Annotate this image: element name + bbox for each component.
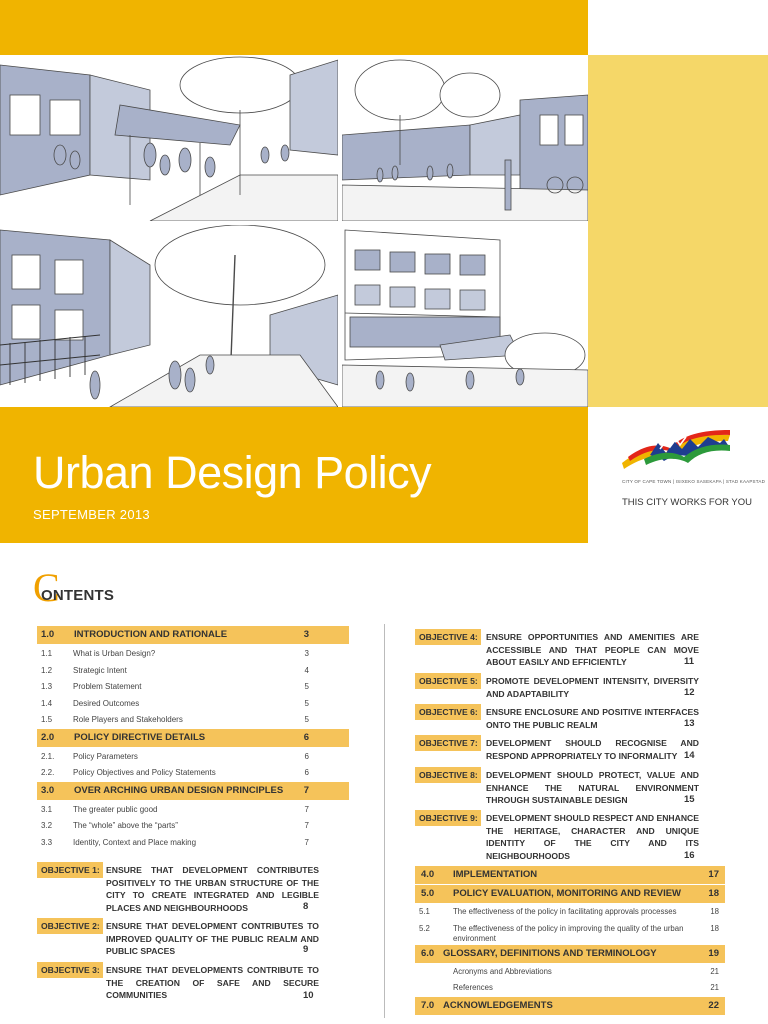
toc-number: 1.1 (41, 649, 53, 658)
objective-text: DEVELOPMENT SHOULD PROTECT, VALUE AND ENHANCE THE NATURAL ENVIRONMENT THROUGH SUSTAINABLE DESIGN (486, 770, 699, 806)
toc-label: Policy Parameters (73, 751, 138, 761)
toc-page-number: 6 (304, 768, 309, 777)
objective-tag: OBJECTIVE 9: (415, 810, 481, 826)
objective-tag: OBJECTIVE 7: (415, 735, 481, 751)
toc-sub-row[interactable] (37, 696, 349, 713)
toc-label: IMPLEMENTATION (453, 869, 538, 880)
objective-entry[interactable] (415, 810, 735, 870)
objective-tag: OBJECTIVE 1: (37, 862, 103, 878)
objective-text: ENSURE OPPORTUNITIES AND AMENITIES ARE ACCESSIBLE AND THAT PEOPLE CAN MOVE ABOUT EASILY AND EFFICIENTLY (486, 632, 699, 668)
toc-sub-row[interactable] (37, 749, 349, 766)
toc-page-number: 22 (708, 999, 719, 1011)
toc-number: 1.2 (41, 665, 53, 675)
toc-label: The effectiveness of the policy in facilitating approvals processes (453, 907, 677, 916)
toc-number: 2.2. (41, 768, 55, 777)
toc-number: 6.0 (421, 947, 435, 959)
toc-section-row[interactable] (415, 885, 725, 903)
toc-page-number: 5 (304, 698, 309, 708)
toc-sub-row[interactable] (37, 818, 349, 835)
right-color-block (588, 55, 768, 407)
document-title: Urban Design Policy (33, 447, 432, 498)
toc-left-column (37, 626, 349, 851)
toc-sub-row[interactable] (37, 835, 349, 852)
toc-label: The greater public good (73, 804, 158, 814)
city-of-cape-town-logo (616, 425, 766, 515)
objective-text: PROMOTE DEVELOPMENT INTENSITY, DIVERSITY AND ADAPTABILITY (486, 676, 699, 699)
toc-number: 3.1 (41, 804, 53, 814)
logo-mark-icon (620, 429, 732, 471)
toc-label: ACKNOWLEDGEMENTS (443, 999, 553, 1011)
objective-tag: OBJECTIVE 4: (415, 629, 481, 645)
toc-page-number: 7 (304, 821, 309, 830)
objective-text: ENSURE ENCLOSURE AND POSITIVE INTERFACES ONTO THE PUBLIC REALM (486, 707, 699, 730)
toc-number: 2.0 (41, 731, 55, 743)
toc-number: 1.0 (41, 629, 55, 640)
toc-page-number: 18 (710, 907, 719, 916)
toc-label: POLICY EVALUATION, MONITORING AND REVIEW (453, 888, 682, 899)
logo-slogan: THIS CITY WORKS FOR YOU (622, 497, 753, 508)
toc-label: Role Players and Stakeholders (73, 715, 183, 724)
toc-label: What is Urban Design? (73, 649, 156, 658)
column-divider (384, 624, 385, 1018)
objective-page-number: 8 (303, 901, 309, 912)
toc-label: INTRODUCTION AND RATIONALE (74, 629, 228, 640)
objective-text: ENSURE THAT DEVELOPMENT CONTRIBUTES TO IMPROVED QUALITY OF THE PUBLIC REALM AND PUBLIC SPACES (106, 921, 319, 957)
toc-number: 5.1 (419, 907, 430, 916)
toc-page-number: 3 (304, 649, 309, 658)
toc-number: 4.0 (421, 869, 435, 880)
title-band (0, 407, 588, 543)
toc-section-row[interactable] (37, 729, 349, 747)
toc-page-number: 21 (710, 966, 719, 976)
objective-entry[interactable] (37, 862, 357, 922)
document-date: SEPTEMBER 2013 (33, 507, 150, 522)
contents-word: ONTENTS (41, 587, 115, 604)
toc-page-number: 3 (303, 629, 309, 640)
toc-label: Desired Outcomes (73, 698, 140, 708)
toc-label: The effectiveness of the policy in improving the quality of the urban environment (453, 923, 684, 943)
contents-initial: C (33, 565, 60, 610)
objective-page-number: 14 (684, 750, 695, 761)
toc-label: The “whole” above the “parts” (73, 821, 178, 830)
toc-number: 5.0 (421, 888, 435, 899)
street-sketch-image (0, 55, 588, 407)
objective-tag: OBJECTIVE 3: (37, 962, 103, 978)
toc-label: Problem Statement (73, 682, 142, 691)
toc-page-number: 21 (710, 983, 719, 992)
toc-page-number: 4 (304, 665, 309, 675)
toc-section-row[interactable] (415, 866, 725, 884)
toc-page-number: 7 (303, 784, 309, 796)
toc-number: 2.1. (41, 751, 55, 761)
toc-sub-row[interactable] (37, 663, 349, 680)
toc-sub-row[interactable] (37, 712, 349, 729)
toc-section-row[interactable] (37, 626, 349, 644)
cover-illustration (0, 55, 588, 407)
toc-right-column (415, 866, 725, 1016)
toc-label: References (453, 983, 493, 992)
toc-page-number: 18 (708, 888, 719, 899)
toc-sub-row[interactable] (415, 904, 725, 921)
toc-section-row[interactable] (415, 997, 725, 1015)
toc-label: POLICY DIRECTIVE DETAILS (74, 731, 206, 743)
toc-label: Identity, Context and Place making (73, 837, 197, 847)
objective-tag: OBJECTIVE 2: (37, 918, 103, 934)
toc-sub-row[interactable] (415, 921, 725, 945)
toc-sub-row[interactable] (415, 980, 725, 997)
toc-label: Strategic Intent (73, 665, 127, 675)
objective-text: DEVELOPMENT SHOULD RESPECT AND ENHANCE THE HERITAGE, CHARACTER AND UNIQUE IDENTITY OF THE CITY AND ITS NEIGHBOURHOODS (486, 813, 699, 861)
objective-text: DEVELOPMENT SHOULD RECOGNISE AND RESPOND APPROPRIATELY TO INFORMALITY (486, 738, 699, 761)
toc-page-number: 19 (708, 947, 719, 959)
objective-entry[interactable] (37, 962, 357, 1022)
toc-section-row[interactable] (415, 945, 725, 963)
toc-label: OVER ARCHING URBAN DESIGN PRINCIPLES (74, 784, 284, 796)
objective-page-number: 16 (684, 850, 695, 861)
toc-page-number: 7 (304, 804, 309, 814)
toc-label: Policy Objectives and Policy Statements (73, 768, 216, 777)
toc-page-number: 18 (710, 923, 719, 933)
toc-page-number: 5 (304, 682, 309, 691)
toc-number: 3.3 (41, 837, 53, 847)
toc-page-number: 6 (304, 751, 309, 761)
toc-number: 7.0 (421, 999, 435, 1011)
toc-sub-row[interactable] (37, 646, 349, 663)
toc-number: 1.5 (41, 715, 53, 724)
objective-tag: OBJECTIVE 8: (415, 767, 481, 783)
toc-number: 5.2 (419, 923, 430, 933)
toc-number: 1.3 (41, 682, 53, 691)
objective-page-number: 12 (684, 687, 695, 698)
logo-fine-print: CITY OF CAPE TOWN | ISIXEKO SASEKAPA | STAD KAAPSTAD (622, 479, 766, 484)
toc-page-number: 5 (304, 715, 309, 724)
objective-text: ENSURE THAT DEVELOPMENT CONTRIBUTES POSITIVELY TO THE URBAN STRUCTURE OF THE CITY TO CREATE INTEGRATED AND LEGIBLE PLACES AND NEIGHBOURHOODS (106, 865, 319, 913)
toc-label: GLOSSARY, DEFINITIONS AND TERMINOLOGY (443, 947, 657, 959)
toc-number: 3.0 (41, 784, 55, 796)
toc-sub-row[interactable] (415, 964, 725, 981)
objective-page-number: 9 (303, 944, 309, 955)
toc-page-number: 17 (708, 869, 719, 880)
toc-number: 3.2 (41, 821, 53, 830)
objective-text: ENSURE THAT DEVELOPMENTS CONTRIBUTE TO THE CREATION OF SAFE AND SECURE COMMUNITIES (106, 965, 319, 1001)
objective-page-number: 13 (684, 718, 695, 729)
top-color-band (0, 0, 588, 55)
toc-section-row[interactable] (37, 782, 349, 800)
objective-page-number: 15 (684, 794, 695, 805)
toc-sub-row[interactable] (37, 765, 349, 782)
objective-tag: OBJECTIVE 6: (415, 704, 481, 720)
objective-tag: OBJECTIVE 5: (415, 673, 481, 689)
toc-label: Acronyms and Abbreviations (453, 966, 552, 976)
toc-page-number: 7 (304, 837, 309, 847)
toc-page-number: 6 (303, 731, 309, 743)
objective-page-number: 10 (303, 990, 314, 1001)
objective-page-number: 11 (684, 656, 695, 667)
toc-number: 1.4 (41, 698, 53, 708)
toc-sub-row[interactable] (37, 679, 349, 696)
toc-sub-row[interactable] (37, 802, 349, 819)
